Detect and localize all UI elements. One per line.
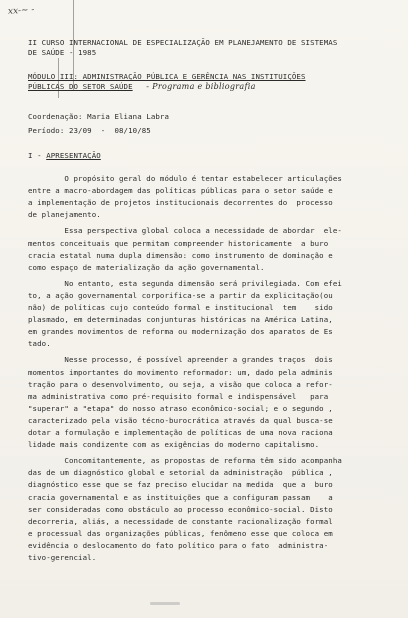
section-title: I - APRESENTAÇÃO	[28, 151, 101, 160]
body-line: como espaço de materialização da ação governamental.	[28, 262, 265, 272]
body-line: plasmado, em determinadas conjunturas históricas na América Latina,	[28, 315, 333, 325]
body-line: entre a macro-abordagem das políticas públicas para o setor saúde e	[28, 186, 333, 196]
body-line: Essa perspectiva global coloca a necessidade de abordar ele-	[28, 226, 342, 236]
body-line: lidade mais condizente com as exigências do moderno capitalismo.	[28, 440, 320, 450]
body-line: tivo-gerencial.	[28, 553, 97, 562]
body-line: não) de políticas cujo conteúdo formal e institucional tem sido	[28, 303, 333, 312]
body-line: ma administrativa como pré-requisito formal e indispensável para	[28, 391, 329, 401]
body-line: O propósito geral do módulo é tentar estabelecer articulações	[28, 174, 342, 183]
body-line: cracia governamental e as instituições que a configuram passam a	[28, 492, 333, 502]
smudge	[150, 602, 180, 605]
body-line: "superar" a "etapa" do nosso atraso econômico-social; e o segundo ,	[28, 403, 333, 413]
body-line: mentos conceituais que permitam compreender historicamente a buro	[28, 238, 329, 248]
body-line: cracia estatal numa dupla dimensão: como instrumento de dominação e	[28, 250, 333, 260]
section-title-text: APRESENTAÇÃO	[46, 151, 101, 160]
handwritten-note: - Programa e bibliografia	[146, 82, 256, 91]
body-line: No entanto, esta segunda dimensão será privilegiada. Com efei	[28, 278, 342, 288]
coordinator: Coordenação: Maria Eliana Labra	[28, 112, 170, 121]
module-line-2-wrap	[28, 82, 256, 91]
body-line: Nesse processo, é possível apreender a grandes traços dois	[28, 355, 333, 365]
body-line: e processual das organizações públicas, fenômeno esse que coloca em	[28, 528, 333, 538]
handwritten-mark: xx-~ -	[7, 5, 35, 17]
body-line: decorreria, aliás, a necessidade de constante racionalização formal	[28, 516, 333, 526]
body-line: evidência o deslocamento do fato político para o fato administra-	[28, 540, 329, 550]
body-line: dotar a formulação e implementação de políticas de uma nova raciona	[28, 428, 333, 437]
body-line: Concomitantemente, as propostas de reforma têm sido acompanha	[28, 456, 342, 466]
header-line-2: DE SAÚDE - 1985	[28, 48, 97, 57]
body-line: to, a ação governamental corporifica-se a partir da explicitação(ou	[28, 290, 333, 300]
body-line: momentos importantes do movimento reformador: um, dado pela adminis	[28, 367, 333, 377]
body-line: diagnóstico esse que se faz preciso elucidar na medida que a buro	[28, 480, 333, 490]
body-line: tado.	[28, 339, 51, 349]
period: Período: 23/09 - 08/10/85	[28, 126, 151, 135]
header-line-1: II CURSO INTERNACIONAL DE ESPECIALIZAÇÃO EM PLANEJAMENTO DE SISTEMAS	[28, 38, 338, 47]
module-line-1: MÓDULO III: ADMINISTRAÇÃO PÚBLICA E GERÊNCIA NAS INSTITUIÇÕES	[28, 72, 306, 81]
body-line: tração para o desenvolvimento, ou seja, a visão que coloca a refor-	[28, 379, 333, 389]
body-line: em grandes movimentos de reforma ou modernização dos aparatos de Es	[28, 327, 333, 337]
body-line: ser consideradas como obstáculo ao processo econômico-social. Disto	[28, 504, 333, 514]
body-line: das de um diagnóstico global e setorial da administração pública ,	[28, 468, 333, 478]
body-line: caracterizado pela visão técno-burocrática através da qual busca-se	[28, 415, 333, 425]
body-line: a implementação de projetos institucionais decorrentes do processo	[28, 198, 333, 208]
body-line: de planejamento.	[28, 210, 101, 220]
module-line-2: PÚBLICAS DO SETOR SAÚDE	[28, 82, 133, 91]
